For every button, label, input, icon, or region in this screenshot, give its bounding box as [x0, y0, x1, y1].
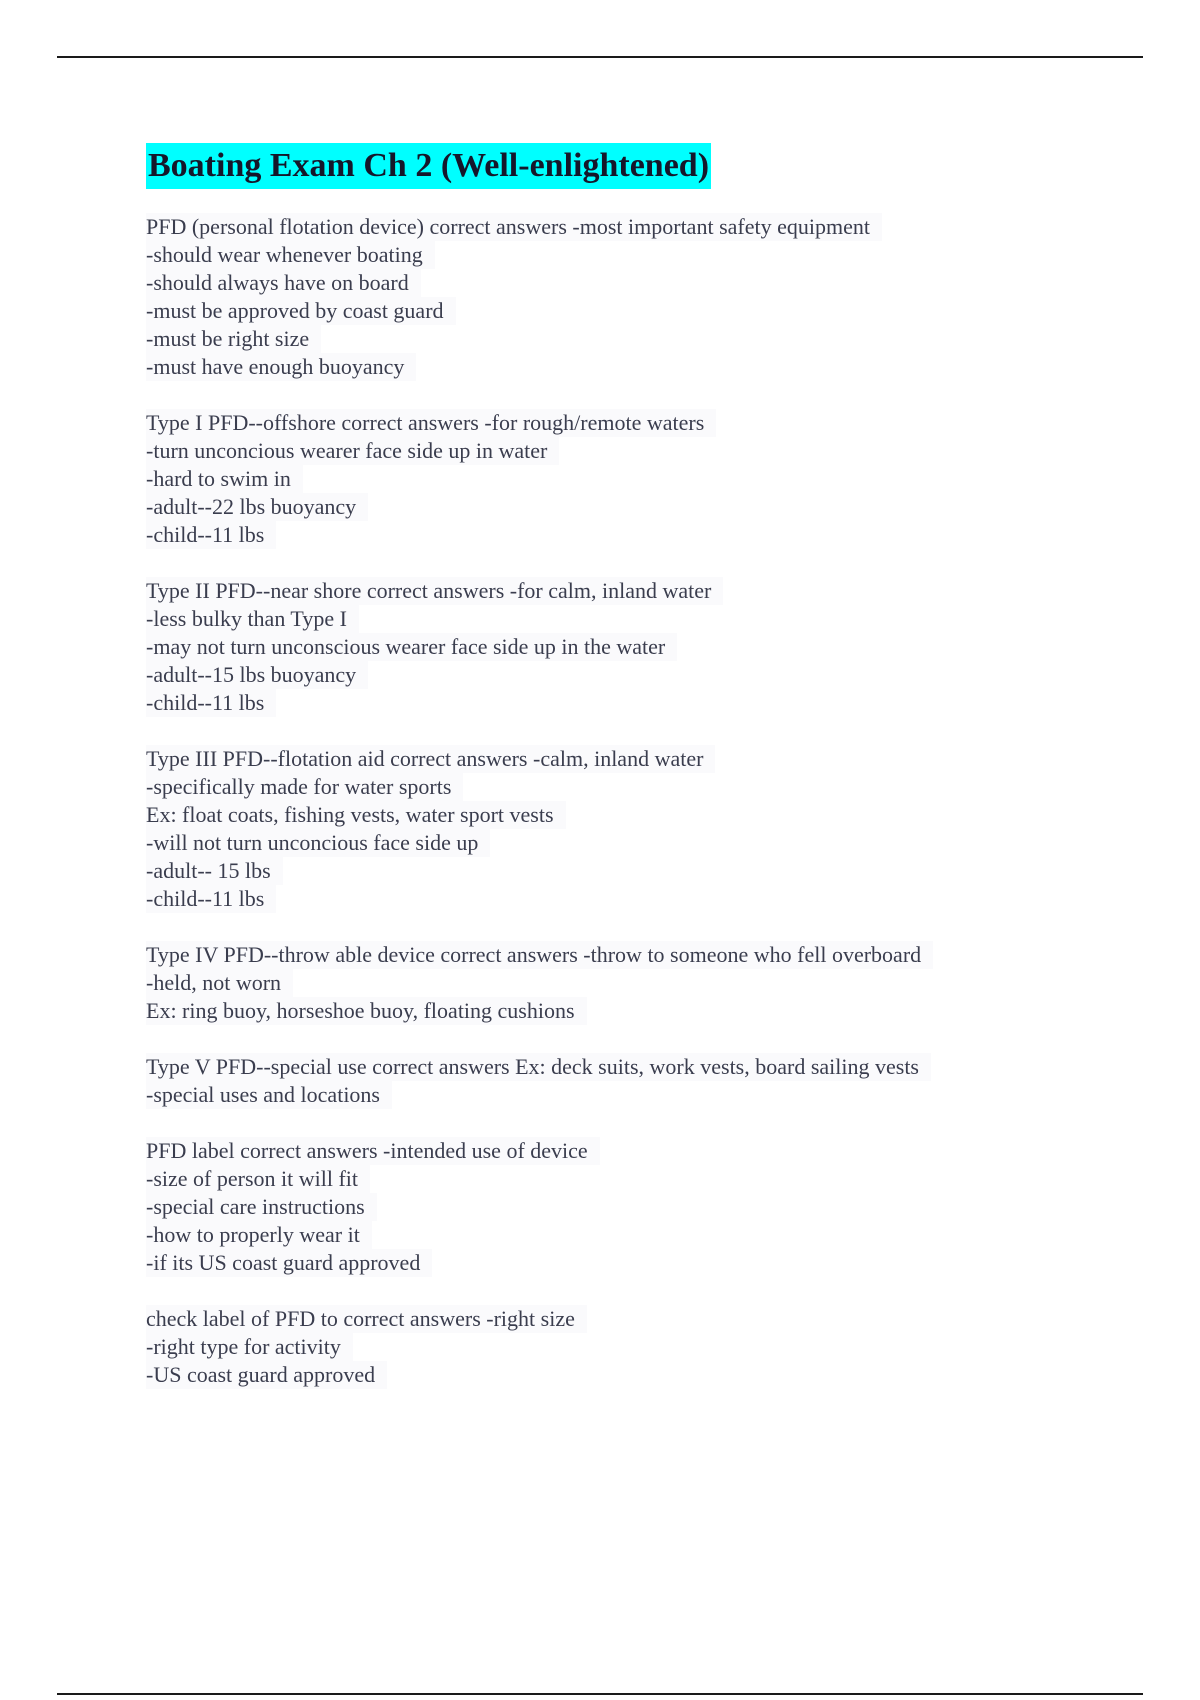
qa-line: -will not turn unconcious face side up [146, 829, 490, 857]
qa-line: -must be right size [146, 325, 321, 353]
qa-type-iv [146, 941, 1106, 1025]
qa-line: -special care instructions [146, 1193, 377, 1221]
qa-line: -must be approved by coast guard [146, 297, 456, 325]
qa-line: -child--11 lbs [146, 885, 276, 913]
qa-pfd-label [146, 1137, 1106, 1277]
qa-line: -if its US coast guard approved [146, 1249, 432, 1277]
qa-line: -child--11 lbs [146, 521, 276, 549]
qa-line: -should wear whenever boating [146, 241, 435, 269]
qa-type-ii [146, 577, 1106, 717]
qa-line: -adult-- 15 lbs [146, 857, 283, 885]
qa-line: -special uses and locations [146, 1081, 392, 1109]
qa-type-iii [146, 745, 1106, 913]
qa-line: -US coast guard approved [146, 1361, 387, 1389]
qa-line: PFD label correct answers -intended use of device [146, 1137, 600, 1165]
qa-line: -should always have on board [146, 269, 421, 297]
qa-line: Type I PFD--offshore correct answers -for rough/remote waters [146, 409, 716, 437]
footer-rule [57, 1693, 1143, 1695]
qa-line: -right type for activity [146, 1333, 353, 1361]
qa-line: -hard to swim in [146, 465, 303, 493]
qa-line: -size of person it will fit [146, 1165, 370, 1193]
qa-type-v [146, 1053, 1106, 1109]
qa-line: -adult--15 lbs buoyancy [146, 661, 368, 689]
qa-line: Type II PFD--near shore correct answers -for calm, inland water [146, 577, 723, 605]
qa-line: -specifically made for water sports [146, 773, 463, 801]
qa-type-i [146, 409, 1106, 549]
qa-line: -turn unconcious wearer face side up in water [146, 437, 559, 465]
qa-line: -must have enough buoyancy [146, 353, 416, 381]
qa-line: -may not turn unconscious wearer face side up in the water [146, 633, 677, 661]
qa-line: -how to properly wear it [146, 1221, 372, 1249]
qa-line: check label of PFD to correct answers -right size [146, 1305, 587, 1333]
qa-list [146, 213, 1106, 1389]
qa-line: Ex: ring buoy, horseshoe buoy, floating cushions [146, 997, 587, 1025]
qa-check-label [146, 1305, 1106, 1389]
qa-pfd-general [146, 213, 1106, 381]
header-rule [57, 56, 1143, 58]
qa-line: Ex: float coats, fishing vests, water sport vests [146, 801, 566, 829]
qa-line: -child--11 lbs [146, 689, 276, 717]
qa-line: -less bulky than Type I [146, 605, 359, 633]
qa-line: Type V PFD--special use correct answers Ex: deck suits, work vests, board sailing vests [146, 1053, 931, 1081]
qa-line: Type III PFD--flotation aid correct answers -calm, inland water [146, 745, 715, 773]
qa-line: -adult--22 lbs buoyancy [146, 493, 368, 521]
qa-line: -held, not worn [146, 969, 293, 997]
qa-line: Type IV PFD--throw able device correct answers -throw to someone who fell overboard [146, 941, 933, 969]
qa-line: PFD (personal flotation device) correct answers -most important safety equipment [146, 213, 882, 241]
document-body [146, 143, 1106, 1417]
document-title: Boating Exam Ch 2 (Well-enlightened) [146, 143, 711, 189]
